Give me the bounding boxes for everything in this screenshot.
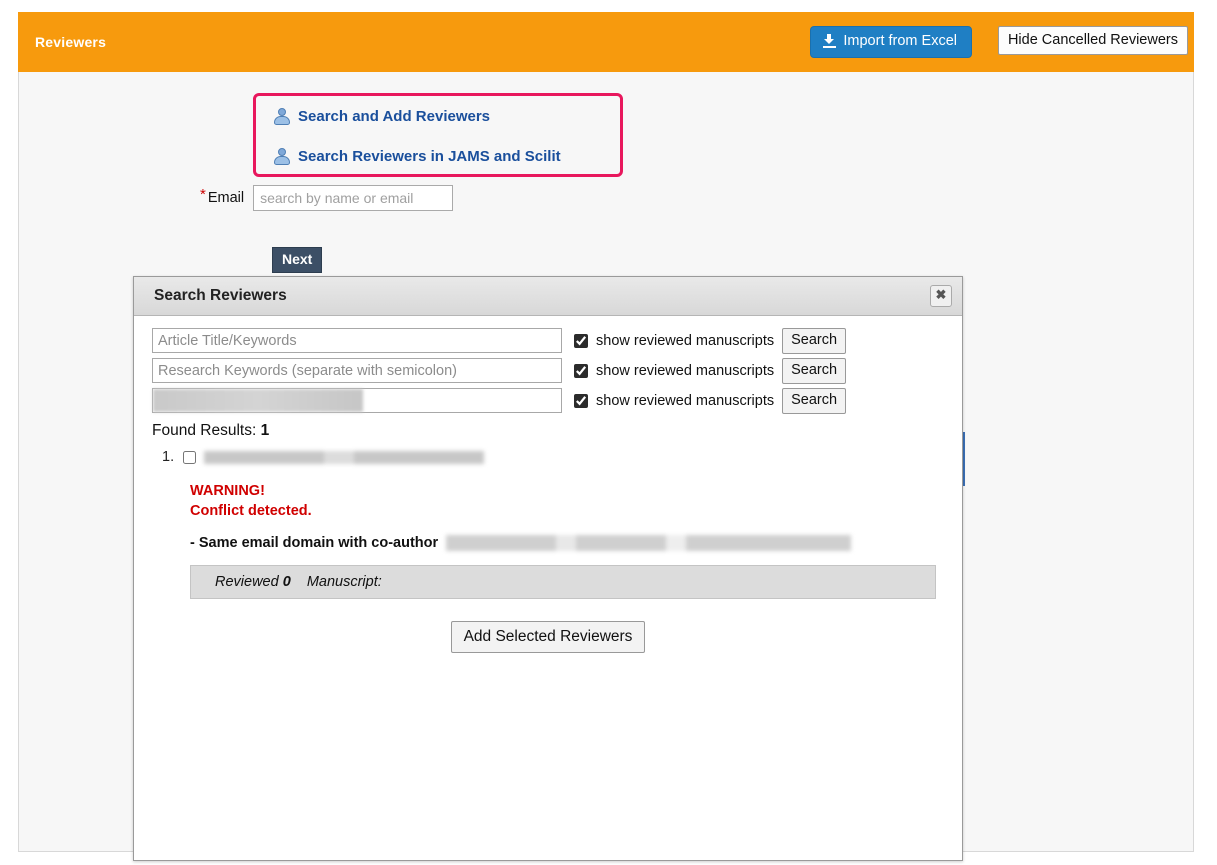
redacted-reviewer-name [204, 451, 484, 464]
conflict-warning [190, 481, 944, 522]
show-reviewed-manuscripts-label-3: show reviewed manuscripts [596, 392, 775, 409]
close-icon[interactable]: ✖ [930, 285, 952, 307]
article-title-keywords-input[interactable] [152, 328, 562, 353]
email-field-row [200, 185, 453, 211]
redacted-coauthor-email [446, 535, 851, 551]
reviewed-prefix: Reviewed [215, 574, 279, 591]
search-row-redacted [152, 388, 944, 414]
search-button-1[interactable]: Search [782, 328, 846, 354]
research-keywords-input[interactable] [152, 358, 562, 383]
search-button-3[interactable]: Search [782, 388, 846, 414]
search-row-research-keywords [152, 358, 944, 384]
search-and-add-reviewers-label[interactable]: Search and Add Reviewers [298, 108, 491, 125]
result-number: 1. [162, 449, 175, 466]
email-input[interactable] [253, 185, 453, 211]
search-reviewers-dialog [133, 276, 963, 861]
email-label: Email [207, 190, 245, 206]
person-icon [274, 148, 290, 165]
show-reviewed-manuscripts-checkbox-3[interactable] [574, 394, 588, 408]
dialog-body [134, 316, 962, 665]
warning-text: Conflict detected. [190, 503, 312, 520]
import-from-excel-label: Import from Excel [843, 33, 957, 49]
reviewers-header-bar [18, 12, 1194, 72]
link-search-reviewers-jams-scilit[interactable] [274, 148, 561, 165]
page-title: Reviewers [35, 34, 107, 50]
conflict-detail [190, 535, 944, 551]
found-results-count: 1 [260, 421, 270, 439]
reviewed-count: 0 [282, 574, 291, 591]
search-button-2[interactable]: Search [782, 358, 846, 384]
import-from-excel-button[interactable] [810, 26, 972, 58]
search-reviewers-jams-scilit-label[interactable]: Search Reviewers in JAMS and Scilit [298, 148, 561, 165]
hide-cancelled-reviewers-button[interactable]: Hide Cancelled Reviewers [998, 26, 1188, 55]
reviewed-suffix: Manuscript: [306, 574, 382, 591]
list-item [162, 448, 944, 467]
required-marker: * [200, 185, 206, 203]
next-button[interactable]: Next [272, 247, 322, 273]
search-links-highlight-box [253, 93, 623, 177]
show-reviewed-manuscripts-checkbox-1[interactable] [574, 334, 588, 348]
show-reviewed-manuscripts-label-1: show reviewed manuscripts [596, 332, 775, 349]
download-icon [823, 34, 836, 48]
add-selected-reviewers-button[interactable]: Add Selected Reviewers [451, 621, 646, 653]
conflict-detail-label: - Same email domain with co-author [190, 535, 439, 552]
redaction-bar [153, 389, 363, 412]
dialog-title: Search Reviewers [154, 287, 287, 304]
show-reviewed-manuscripts-checkbox-2[interactable] [574, 364, 588, 378]
redacted-search-field-wrapper [152, 388, 562, 413]
person-icon [274, 108, 290, 125]
link-search-and-add-reviewers[interactable] [274, 108, 490, 125]
found-results-label: Found Results: [152, 421, 257, 439]
reviewed-manuscripts-bar [190, 565, 936, 599]
result-select-checkbox[interactable] [183, 451, 196, 464]
show-reviewed-manuscripts-label-2: show reviewed manuscripts [596, 362, 775, 379]
dialog-header [134, 277, 962, 316]
search-row-article-title [152, 328, 944, 354]
found-results [152, 422, 944, 440]
warning-title: WARNING! [190, 482, 265, 499]
